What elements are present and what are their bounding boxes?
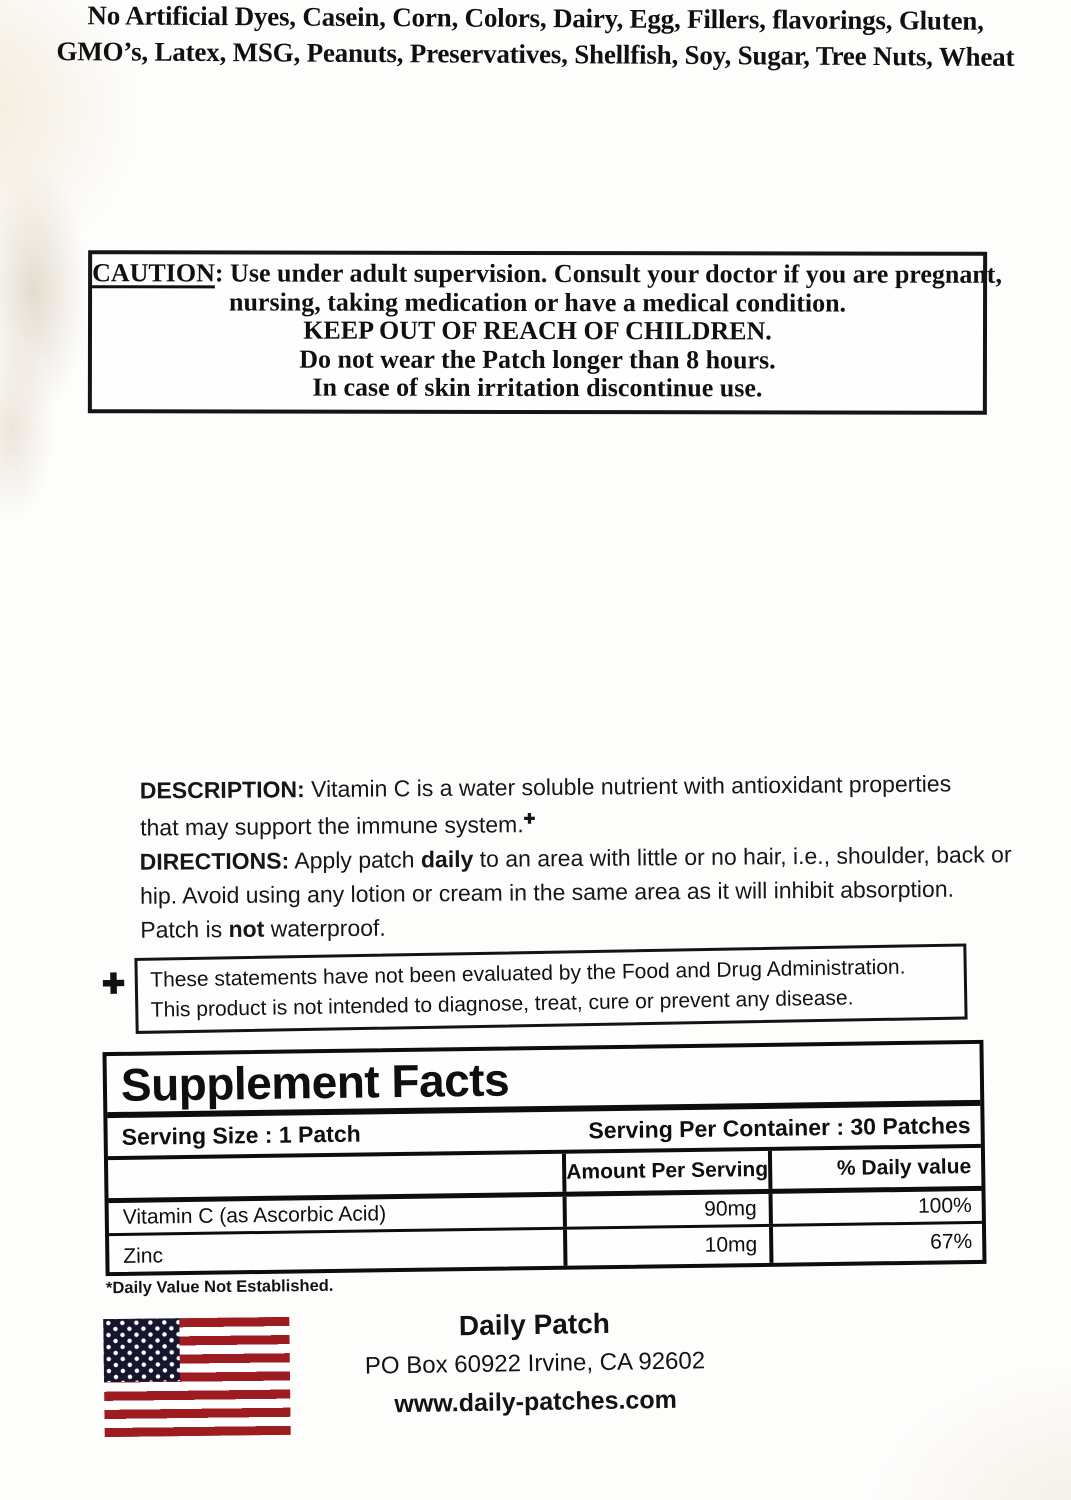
caution-heading: CAUTION [92,258,215,288]
description-heading: DESCRIPTION: [139,776,305,804]
nutrient-name: Vitamin C (as Ascorbic Acid) [122,1202,387,1229]
caution-line-5: In case of skin irritation discontinue use. [312,372,763,403]
allergen-line-2: GMO’s, Latex, MSG, Peanuts, Preservatives, Shellfish, Soy, Sugar, Tree Nuts, Wheat [56,36,1015,72]
caution-line-2: nursing, taking medication or have a medical condition. [228,286,847,318]
company-name: Daily Patch [458,1307,611,1342]
allergen-line-1: No Artificial Dyes, Casein, Corn, Colors, Dairy, Egg, Fillers, flavorings, Gluten, [87,0,984,36]
caution-line-4: Do not wear the Patch longer than 8 hours. [299,344,776,374]
nutrient-daily-value: 67% [930,1230,973,1254]
header-blank-cell [108,1154,562,1198]
supplement-facts-title: Supplement Facts [107,1044,981,1118]
serving-size: Serving Size : 1 Patch [121,1120,361,1150]
directions-text-1c: to an area with little or no hair, i.e., shoulder, back or [473,841,1012,872]
footnote-cross-icon: ✚ [523,810,536,827]
description-text-1: Vitamin C is a water soluble nutrient with antioxidant properties [304,770,952,803]
fda-disclaimer [101,943,968,1034]
nutrient-amount: 10mg [563,1227,773,1266]
directions-bold-daily: daily [420,845,474,873]
supplement-facts-panel [102,1040,986,1276]
caution-line-1 [92,258,1003,289]
directions-paragraph [140,837,1013,947]
description-text-2: that may support the immune system. [140,811,524,841]
plus-cross-icon: ✚ [101,968,126,1000]
nutrient-name: Zinc [123,1244,164,1268]
header-amount-per-serving: Amount Per Serving [562,1151,773,1192]
directions-text-3a: Patch is [140,916,229,943]
company-website: www.daily-patches.com [394,1385,678,1419]
disclaimer-line-2: This product is not intended to diagnose, treat, cure or prevent any disease. [150,986,854,1022]
directions-text-3c: waterproof. [264,914,386,942]
nutrient-daily-value: 100% [917,1194,972,1218]
directions-bold-not: not [228,915,265,943]
directions-line-3 [140,905,1012,947]
description-line-1 [140,765,952,809]
directions-text-1a: Apply patch [289,846,422,874]
nutrient-amount: 90mg [563,1194,773,1227]
fda-disclaimer-box [135,943,968,1034]
us-flag-icon [103,1317,290,1437]
directions-heading: DIRECTIONS: [139,847,290,875]
caution-line-3: KEEP OUT OF REACH OF CHILDREN. [303,315,772,346]
manufacturer-info [319,1303,751,1425]
allergen-statement [0,0,1071,75]
header-percent-daily-value: % Daily value [836,1155,972,1180]
flag-canton-stars [103,1318,180,1382]
caution-box [88,250,1003,414]
daily-value-footnote: *Daily Value Not Established. [105,1276,334,1298]
servings-per-container: Serving Per Container : 30 Patches [588,1111,971,1143]
directions-line-2: hip. Avoid using any lotion or cream in the same area as it will inhibit absorption. [139,875,955,909]
company-address: PO Box 60922 Irvine, CA 92602 [364,1347,706,1380]
disclaimer-line-1: These statements have not been evaluated by the Food and Drug Administration. [150,955,906,992]
description-paragraph [140,765,952,846]
caution-line-1-rest: : Use under adult supervision. Consult your doctor if you are pregnant, [214,258,1003,289]
